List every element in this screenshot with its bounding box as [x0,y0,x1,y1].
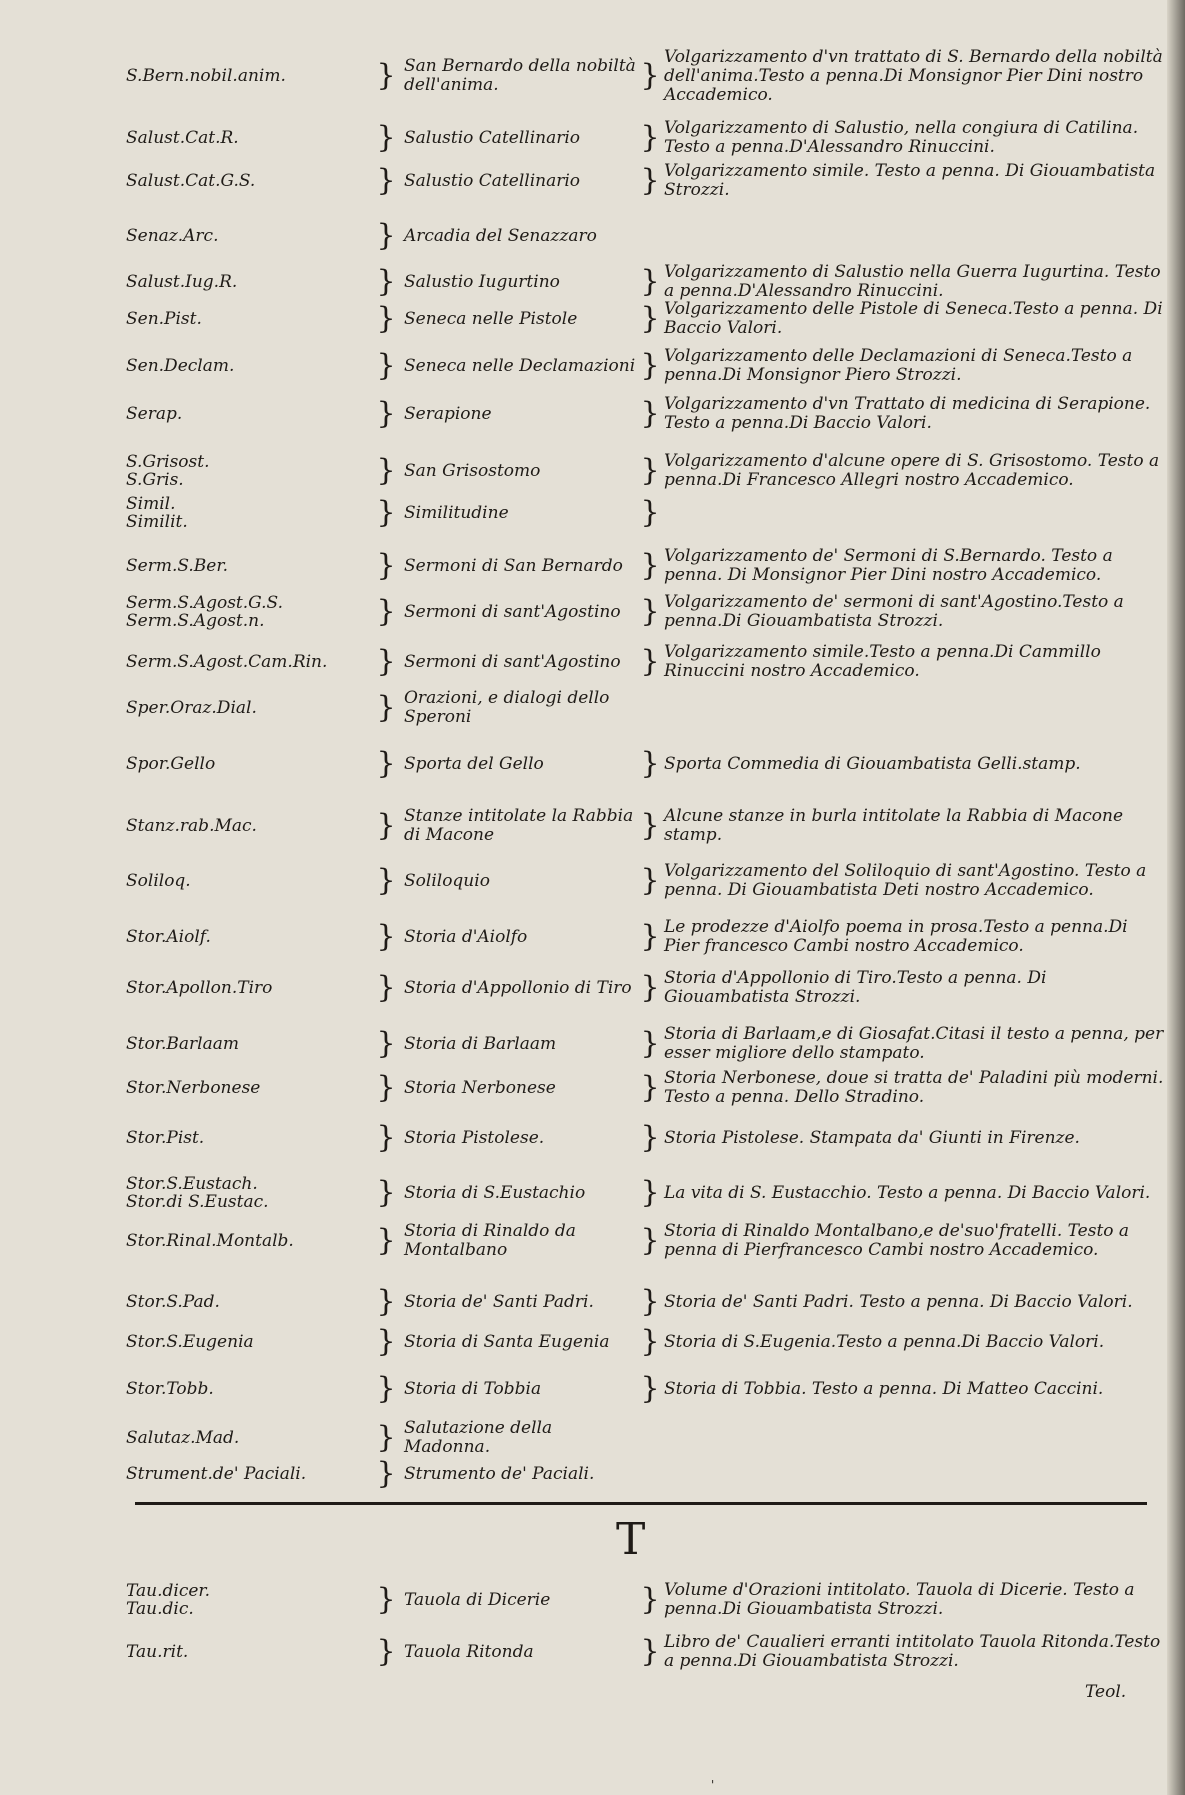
index-entry [0,590,1185,634]
brace-glyph: } [640,163,660,198]
entry-description-cell [640,390,1168,438]
page-mark: ' [711,1778,715,1792]
brace-glyph: } [640,58,660,93]
brace-glyph: } [640,1223,660,1258]
entry-description-cell [640,640,1168,684]
entry-title: Storia Nerbonese [404,1077,556,1098]
entry-title-cell [376,490,636,536]
entry-title-cell [376,1364,636,1414]
brace-glyph: } [376,1456,396,1491]
entry-description: Volgarizzamento d'vn Trattato di medicina di Serapione. Testo a penna.Di Baccio Valori. [664,394,1151,433]
entry-description: Volgarizzamento d'alcune opere di S. Grisostomo. Testo a penna.Di Francesco Allegri nostro Accademico. [664,451,1160,490]
entry-description-cell [640,1120,1168,1156]
entry-description-cell [640,115,1168,161]
brace-glyph: } [376,495,396,530]
brace-glyph: } [376,919,396,954]
brace-glyph: } [376,301,396,336]
entry-title-cell [376,960,636,1016]
entry-description: Storia d'Appollonio di Tiro.Testo a penna. Di Giouambatista Strozzi. [664,968,1047,1007]
entry-description: Volgarizzamento de' sermoni di sant'Agostino.Testo a penna.Di Giouambatista Strozzi. [664,592,1124,631]
entry-description: La vita di S. Eustacchio. Testo a penna. Di Baccio Valori. [664,1182,1151,1203]
brace-glyph: } [376,808,396,843]
entry-title-cell [376,1282,636,1322]
entry-title: Storia di S.Eustachio [404,1182,586,1203]
entry-abbreviation: Salutaz.Mad. [126,1428,240,1448]
entry-title-cell [376,640,636,684]
entry-title-cell [376,390,636,438]
entry-abbreviation: Stor.S.Pad. [126,1292,220,1312]
entry-title: Tauola Ritonda [404,1641,534,1662]
brace-glyph: } [640,1070,660,1105]
entry-title: Salutazione della Madonna. [404,1418,553,1457]
brace-glyph: } [640,495,660,530]
brace-glyph: } [640,1120,660,1155]
entry-description-cell [640,1628,1168,1676]
entry-description-cell [640,1572,1168,1628]
brace-glyph: } [640,808,660,843]
index-entry [0,1364,1185,1414]
index-entry [0,45,1185,107]
entry-description-cell [640,745,1168,783]
entry-title-cell [376,158,636,204]
entry-title-cell [376,1212,636,1270]
brace-glyph: } [640,396,660,431]
entry-abbreviation: Sen.Pist. [126,309,202,329]
index-entry [0,680,1185,736]
entry-description: Volume d'Orazioni intitolato. Tauola di Dicerie. Testo a penna.Di Giouambatista Strozzi. [664,1580,1135,1619]
entry-title-cell [376,1458,636,1490]
entry-description: Volgarizzamento del Soliloquio di sant'Agostino. Testo a penna. Di Giouambatista Deti nostro Accademico. [664,861,1147,900]
entry-abbreviation: Spor.Gello [126,754,216,774]
entry-abbreviation: Stor.Nerbonese [126,1078,261,1098]
catchword: Teol. [1085,1682,1127,1702]
entry-abbreviation: Stor.Rinal.Montalb. [126,1231,294,1251]
index-entry [0,1322,1185,1362]
brace-glyph: } [640,301,660,336]
entry-description-cell [640,1020,1168,1068]
entry-title-cell [376,1020,636,1068]
entry-description: Volgarizzamento di Salustio nella Guerra Iugurtina. Testo a penna.D'Alessandro Rinuccini. [664,262,1161,301]
entry-abbreviation: Sen.Declam. [126,356,235,376]
brace-glyph: } [640,863,660,898]
brace-glyph: } [640,644,660,679]
entry-abbreviation: Serm.S.Ber. [126,556,229,576]
brace-glyph: } [376,348,396,383]
index-entry [0,1572,1185,1628]
entry-title: Storia Pistolese. [404,1127,545,1148]
entry-description: Storia di Rinaldo Montalbano,e de'suo'fratelli. Testo a penna di Pierfrancesco Cambi nostro Accademico. [664,1221,1130,1260]
brace-glyph: } [640,1634,660,1669]
brace-glyph: } [376,1324,396,1359]
entry-title-cell [376,1628,636,1676]
entry-description: Volgarizzamento delle Declamazioni di Seneca.Testo a penna.Di Monsignor Piero Strozzi. [664,346,1133,385]
index-entry [0,1064,1185,1112]
entry-title: Storia di Tobbia [404,1378,542,1399]
brace-glyph: } [376,548,396,583]
entry-description-cell [640,1282,1168,1322]
entry-title: Storia di Rinaldo da Montalbano [404,1221,576,1260]
entry-description-cell [640,1064,1168,1112]
brace-glyph: } [640,970,660,1005]
index-entry [0,960,1185,1016]
brace-glyph: } [376,1634,396,1669]
entry-title: Sermoni di San Bernardo [404,555,623,576]
brace-glyph: } [640,348,660,383]
entry-description: Storia di Tobbia. Testo a penna. Di Matteo Caccini. [664,1378,1104,1399]
entry-description: Volgarizzamento simile. Testo a penna. Di Giouambatista Strozzi. [664,161,1156,200]
entry-description-cell [640,342,1168,390]
entry-description: Volgarizzamento di Salustio, nella congiura di Catilina. Testo a penna.D'Alessandro Rinuccini. [664,118,1139,157]
entry-abbreviation: Soliloq. [126,871,191,891]
entry-abbreviation: Salust.Iug.R. [126,272,238,292]
brace-glyph: } [376,1070,396,1105]
entry-title: Arcadia del Senazzaro [404,225,597,246]
brace-glyph: } [640,1371,660,1406]
entry-title-cell [376,298,636,340]
entry-title-cell [376,680,636,736]
entry-title-cell [376,342,636,390]
index-entry [0,115,1185,161]
entry-abbreviation: Serm.S.Agost.Cam.Rin. [126,652,328,672]
index-entry [0,1628,1185,1676]
entry-description: Volgarizzamento simile.Testo a penna.Di Cammillo Rinuccini nostro Accademico. [664,642,1101,681]
entry-title: Serapione [404,403,492,424]
brace-glyph: } [640,1284,660,1319]
index-entry [0,158,1185,204]
entry-abbreviation: Strument.de' Paciali. [126,1464,307,1484]
brace-glyph: } [640,120,660,155]
brace-glyph: } [640,453,660,488]
entry-title-cell [376,1572,636,1628]
entry-title: Soliloquio [404,870,490,891]
entry-description-cell [640,298,1168,340]
entry-title-cell [376,796,636,856]
index-entry [0,390,1185,438]
brace-glyph: } [376,1120,396,1155]
entry-title: Salustio Iugurtino [404,271,560,292]
entry-title: Salustio Catellinario [404,127,581,148]
entry-description-cell [640,796,1168,856]
brace-glyph: } [376,1582,396,1617]
entry-abbreviation: Stor.Barlaam [126,1034,239,1054]
index-entry [0,745,1185,783]
entry-title-cell [376,590,636,634]
entry-description: Storia de' Santi Padri. Testo a penna. Di Baccio Valori. [664,1291,1133,1312]
entry-title: Sermoni di sant'Agostino [404,601,621,622]
brace-glyph: } [640,548,660,583]
index-entry [0,913,1185,961]
entry-description-cell [640,913,1168,961]
entry-abbreviation: Simil. Similit. [126,494,188,532]
index-entry [0,298,1185,340]
brace-glyph: } [376,1284,396,1319]
entry-description-cell [640,960,1168,1016]
entry-abbreviation: S.Grisost. S.Gris. [126,452,210,490]
entry-description: Storia Pistolese. Stampata da' Giunti in Firenze. [664,1127,1080,1148]
entry-abbreviation: S.Bern.nobil.anim. [126,66,286,86]
entry-abbreviation: Stor.S.Eugenia [126,1332,254,1352]
entry-title: Seneca nelle Declamazioni [404,355,636,376]
entry-description-cell [640,158,1168,204]
entry-abbreviation: Senaz.Arc. [126,226,219,246]
entry-description-cell [640,1212,1168,1270]
entry-abbreviation: Salust.Cat.R. [126,128,239,148]
index-entry [0,544,1185,588]
entry-title-cell [376,544,636,588]
entry-title-cell [376,856,636,906]
entry-description: Volgarizzamento delle Pistole di Seneca.Testo a penna. Di Baccio Valori. [664,299,1163,338]
entry-title-cell [376,1120,636,1156]
index-entry [0,342,1185,390]
entry-description: Sporta Commedia di Giouambatista Gelli.stamp. [664,753,1081,774]
entry-title: Storia di Barlaam [404,1033,557,1054]
brace-glyph: } [376,396,396,431]
brace-glyph: } [376,863,396,898]
entry-description-cell [640,856,1168,906]
entry-description: Libro de' Caualieri erranti intitolato Tauola Ritonda.Testo a penna.Di Giouambatista Strozzi. [664,1632,1161,1671]
entry-title: Storia d'Appollonio di Tiro [404,977,632,998]
index-entry [0,1020,1185,1068]
entry-description: Volgarizzamento d'vn trattato di S. Bernardo della nobiltà dell'anima.Testo a penna.Di Monsignor Pier Dini nostro Accademico. [664,46,1163,105]
section-divider-rule [135,1502,1147,1505]
entry-abbreviation: Serm.S.Agost.G.S. Serm.S.Agost.n. [126,593,283,631]
entry-description-cell [640,45,1168,107]
entry-abbreviation: Stanz.rab.Mac. [126,816,257,836]
entry-abbreviation: Salust.Cat.G.S. [126,171,256,191]
entry-title-cell [376,1322,636,1362]
entry-title: Sermoni di sant'Agostino [404,651,621,672]
brace-glyph: } [376,58,396,93]
index-entry [0,640,1185,684]
entry-title: Tauola di Dicerie [404,1589,551,1610]
entry-abbreviation: Stor.S.Eustach. Stor.di S.Eustac. [126,1174,269,1212]
brace-glyph: } [376,644,396,679]
brace-glyph: } [376,690,396,725]
entry-title-cell [376,913,636,961]
entry-title-cell [376,45,636,107]
entry-description: Storia di S.Eugenia.Testo a penna.Di Baccio Valori. [664,1331,1105,1352]
brace-glyph: } [376,1223,396,1258]
brace-glyph: } [376,120,396,155]
entry-title: San Grisostomo [404,460,541,481]
entry-title: Salustio Catellinario [404,170,581,191]
entry-description: Le prodezze d'Aiolfo poema in prosa.Testo a penna.Di Pier francesco Cambi nostro Accademico. [664,917,1128,956]
entry-title-cell [376,115,636,161]
entry-description-cell [640,590,1168,634]
brace-glyph: } [640,1324,660,1359]
brace-glyph: } [376,264,396,299]
index-entry [0,1120,1185,1156]
entry-description: Storia Nerbonese, doue si tratta de' Paladini più moderni. Testo a penna. Dello Stradino. [664,1068,1164,1107]
brace-glyph: } [376,594,396,629]
brace-glyph: } [376,218,396,253]
entry-title: Stanze intitolate la Rabbia di Macone [404,806,634,845]
index-entry [0,1212,1185,1270]
brace-glyph: } [640,1026,660,1061]
entry-abbreviation: Sper.Oraz.Dial. [126,698,257,718]
entry-description-cell [640,1364,1168,1414]
index-entry [0,1282,1185,1322]
brace-glyph: } [376,1420,396,1455]
entry-title: Seneca nelle Pistole [404,308,578,329]
entry-title: Orazioni, e dialogi dello Speroni [404,688,610,727]
entry-description-cell [640,544,1168,588]
entry-title: Sporta del Gello [404,753,544,774]
brace-glyph: } [640,746,660,781]
brace-glyph: } [376,453,396,488]
entry-title: Storia d'Aiolfo [404,926,528,947]
entry-abbreviation: Stor.Pist. [126,1128,205,1148]
entry-abbreviation: Tau.dicer. Tau.dic. [126,1581,211,1619]
index-entry [0,218,1185,254]
index-entry [0,796,1185,856]
entry-title: Storia di Santa Eugenia [404,1331,610,1352]
brace-glyph: } [640,919,660,954]
brace-glyph: } [376,970,396,1005]
entry-description: Volgarizzamento de' Sermoni di S.Bernardo. Testo a penna. Di Monsignor Pier Dini nostro Accademico. [664,546,1113,585]
entry-title: San Bernardo della nobiltà dell'anima. [404,56,636,95]
entry-title-cell [376,745,636,783]
entry-abbreviation: Stor.Aiolf. [126,927,211,947]
entry-abbreviation: Stor.Tobb. [126,1379,214,1399]
brace-glyph: } [640,264,660,299]
brace-glyph: } [376,1371,396,1406]
brace-glyph: } [640,594,660,629]
entry-abbreviation: Serap. [126,404,183,424]
entry-title: Strumento de' Paciali. [404,1463,595,1484]
entry-abbreviation: Tau.rit. [126,1642,189,1662]
index-entry [0,1458,1185,1490]
brace-glyph: } [376,1175,396,1210]
entry-description: Alcune stanze in burla intitolate la Rabbia di Macone stamp. [664,806,1124,845]
brace-glyph: } [640,1175,660,1210]
entry-title-cell [376,1064,636,1112]
brace-glyph: } [640,1582,660,1617]
index-entry [0,856,1185,906]
entry-title: Similitudine [404,502,509,523]
entry-description-cell [640,490,1168,536]
brace-glyph: } [376,1026,396,1061]
brace-glyph: } [376,746,396,781]
brace-glyph: } [376,163,396,198]
entry-abbreviation: Stor.Apollon.Tiro [126,978,273,998]
index-entry [0,490,1185,536]
section-letter: T [616,1514,646,1565]
entry-description: Storia di Barlaam,e di Giosafat.Citasi il testo a penna, per esser migliore dello stampato. [664,1024,1164,1063]
entry-title: Storia de' Santi Padri. [404,1291,594,1312]
entry-description-cell [640,1322,1168,1362]
entry-title-cell [376,218,636,254]
